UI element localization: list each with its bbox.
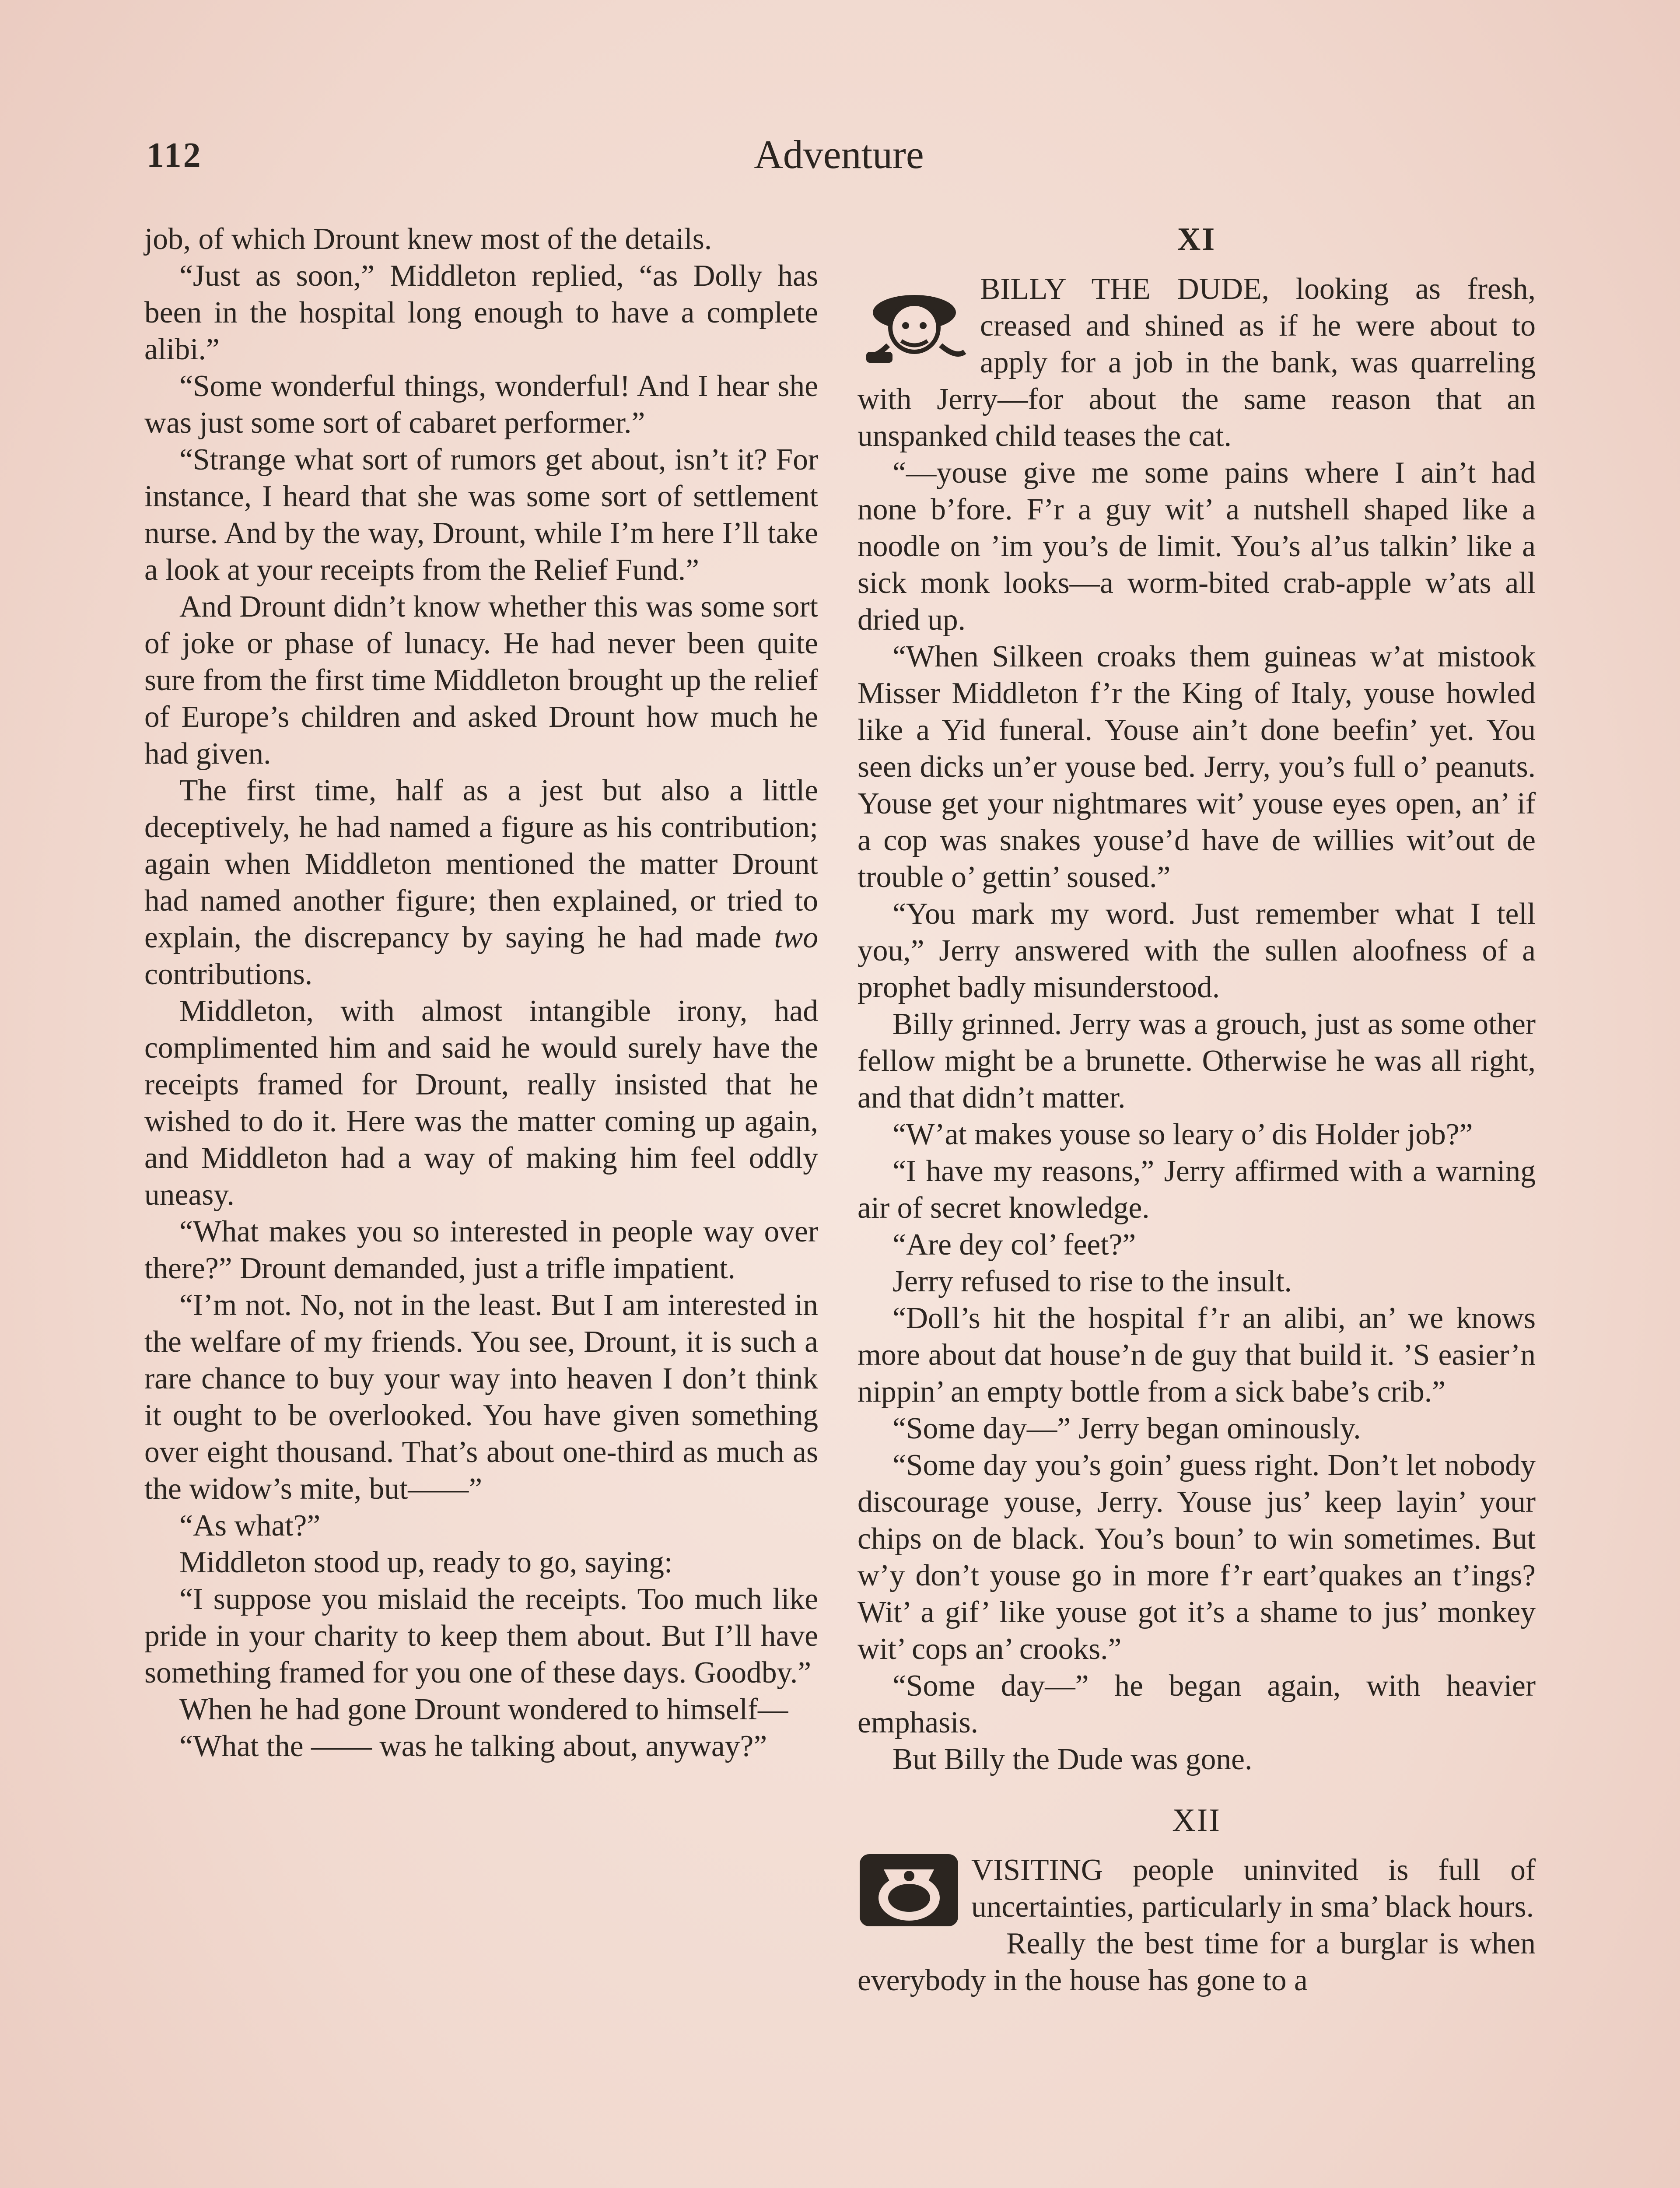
paragraph: “Doll’s hit the hospital f’r an alibi, an’ we knows more about dat house’n de guy that build it. ’S easier’n nippin’ an empty bottle from a sick babe’s crib.” <box>858 1301 1536 1409</box>
chapter-opening-text: BILLY THE DUDE, looking as fresh, creased and shined as if he were about to apply for a job in the bank, was quarreling with Jerry—for about the same reason that an unspanked child teases the cat. <box>858 272 1536 453</box>
paragraph: “—youse give me some pains where I ain’t had none b’fore. F’r a guy wit’ a nutshell shaped like a noodle on ’im you’s de limit. You’s al’us talkin’ like a sick monk looks—a worm-bited crab-apple w’ats all dried up. <box>858 456 1536 637</box>
paragraph: “When Silkeen croaks them guineas w’at mistook Misser Middleton f’r the King of Italy, youse howled like a Yid funeral. Youse ain’t done beefin’ yet. You seen dicks un’er youse bed. Jerry, you’s full o’ peanuts. Youse get your nightmares wit’ youse eyes open, an’ if a cop was snakes youse’d have de willies wit’out de trouble o’ gettin’ soused.” <box>858 640 1536 894</box>
chapter-opening-paragraph <box>858 1852 1536 1925</box>
paragraph: “What the —— was he talking about, anyway?” <box>179 1729 767 1763</box>
paragraph: “I’m not. No, not in the least. But I am interested in the welfare of my friends. You see, Drount, it is such a rare chance to buy your way into heaven I don’t think it ought to be overlooked. You have given something over eight thousand. That’s about one-third as much as the widow’s mite, but——” <box>144 1288 818 1506</box>
paragraph: And Drount didn’t know whether this was some sort of joke or phase of lunacy. He had never been quite sure from the first time Middleton brought up the relief of Europe’s children and asked Drount how much he had given. <box>144 590 818 771</box>
paragraph: “Are dey col’ feet?” <box>892 1228 1136 1262</box>
paragraph-with-italic <box>144 772 818 993</box>
paragraph: “Strange what sort of rumors get about, isn’t it? For instance, I heard that she was some sort of settlement nurse. And by the way, Drount, while I’m here I’ll take a look at your receipts from the Relief Fund.” <box>144 443 818 587</box>
right-column <box>858 221 1536 1999</box>
chapter-opening-text: VISITING people uninvited is full of uncertainties, particularly in sma’ black hours. <box>971 1853 1536 1924</box>
paragraph: Jerry refused to rise to the insult. <box>892 1265 1292 1298</box>
paragraph-tail: contributions. <box>144 957 313 991</box>
paragraph: “Some day you’s goin’ guess right. Don’t let nobody discourage youse, Jerry. Youse jus’ keep layin’ your chips on de black. You’s boun’ to win sometimes. But w’y don’t youse go in more f’r eart’quakes an t’ings? Wit’ a gif’ like youse got it’s a shame to jus’ monkey wit’ cops an’ crooks.” <box>858 1448 1536 1666</box>
chapter-opening-paragraph <box>858 271 1536 455</box>
paragraph: Really the best time for a burglar is when everybody in the house has gone to a <box>858 1927 1536 1997</box>
paragraph: Middleton, with almost intangible irony, had complimented him and said he would surely have the receipts framed for Drount, really insisted that he wished to do it. Here was the matter coming up again, and Middleton had a way of making him feel oddly uneasy. <box>144 994 818 1212</box>
page-header <box>147 131 1531 184</box>
paragraph: “You mark my word. Just remember what I tell you,” Jerry answered with the sullen aloofness of a prophet badly misunderstood. <box>858 897 1536 1004</box>
paragraph: “Some day—” Jerry began ominously. <box>892 1412 1361 1445</box>
paragraph: job, of which Drount knew most of the details. <box>144 222 712 256</box>
paragraph: Middleton stood up, ready to go, saying: <box>179 1546 673 1579</box>
paragraph: “What makes you so interested in people way over there?” Drount demanded, just a trifle impatient. <box>144 1215 818 1285</box>
paragraph: But Billy the Dude was gone. <box>892 1743 1253 1776</box>
paragraph: “W’at makes youse so leary o’ dis Holder job?” <box>892 1118 1473 1151</box>
chapter-heading-xi: XI <box>1177 221 1216 257</box>
italic-word: two <box>774 921 819 954</box>
paragraph: “I have my reasons,” Jerry affirmed with a warning air of secret knowledge. <box>858 1154 1536 1225</box>
paragraph: When he had gone Drount wondered to himself— <box>179 1693 788 1726</box>
paragraph-text: The first time, half as a jest but also a little deceptively, he had named a figure as his contribution; again when Middleton mentioned the matter Drount had named another figure; then explained, or tried to explain, the discrepancy by saying he had made <box>144 774 818 954</box>
chapter-heading-xii: XII <box>1172 1802 1221 1838</box>
paragraph: “Some wonderful things, wonderful! And I hear she was just some sort of cabaret performer.” <box>144 369 818 440</box>
paragraph: “I suppose you mislaid the receipts. Too much like pride in your charity to keep them about. But I’ll have something framed for you one of these days. Goodby.” <box>144 1582 818 1690</box>
magazine-title: Adventure <box>754 132 924 177</box>
paragraph: “Just as soon,” Middleton replied, “as Dolly has been in the hospital long enough to have a complete alibi.” <box>144 259 818 366</box>
paragraph: “As what?” <box>179 1509 321 1543</box>
pirate-head-icon <box>858 271 976 376</box>
left-column <box>144 221 818 1765</box>
paragraph: “Some day—” he began again, with heavier emphasis. <box>858 1669 1536 1739</box>
page-number: 112 <box>147 136 203 175</box>
ring-icon <box>858 1852 967 1931</box>
paragraph: Billy grinned. Jerry was a grouch, just as some other fellow might be a brunette. Otherwise he was all right, and that didn’t matter. <box>858 1007 1536 1115</box>
